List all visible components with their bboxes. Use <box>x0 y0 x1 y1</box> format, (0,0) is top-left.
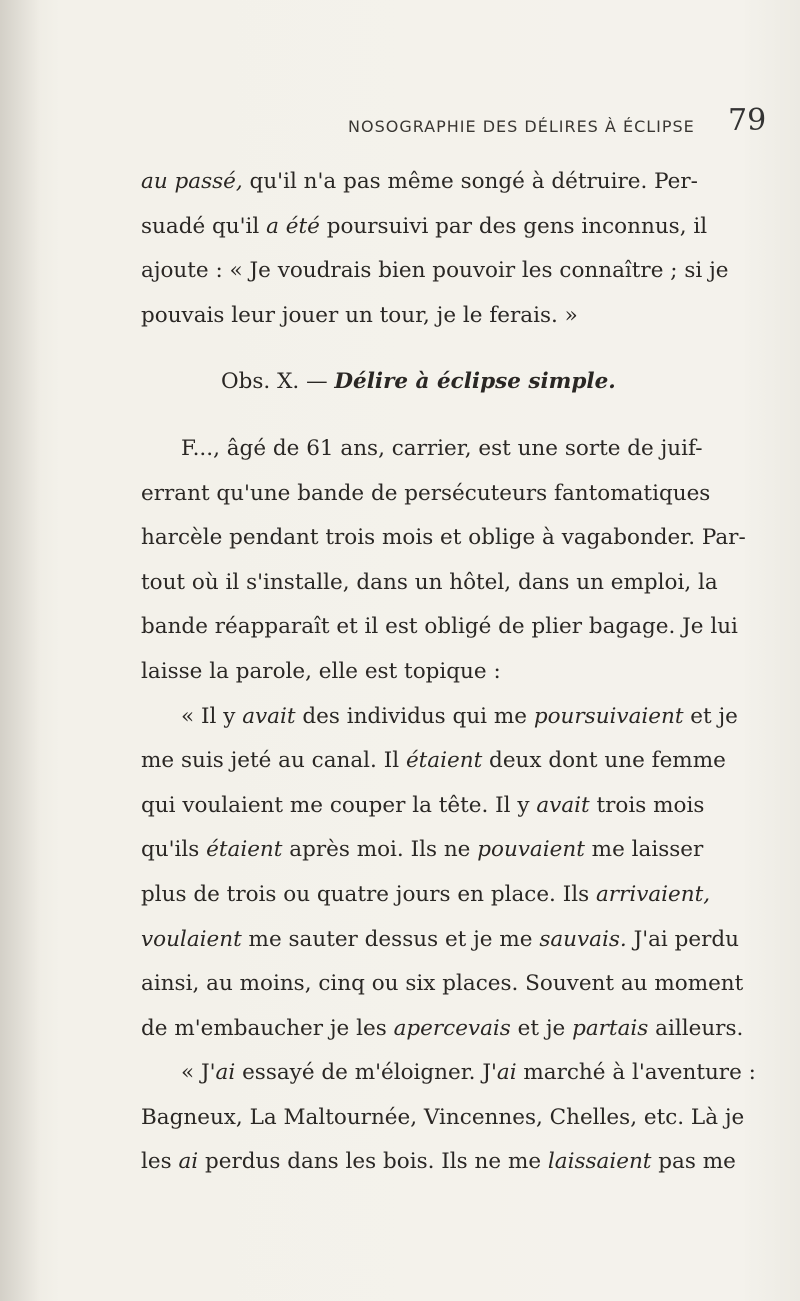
text-span: perdus dans les bois. Ils ne me <box>198 1149 548 1175</box>
text-span: « J' <box>181 1060 216 1086</box>
italic-phrase: sauvais. <box>539 926 627 952</box>
text-line: tout où il s'installe, dans un hôtel, dans un emploi, la <box>141 569 718 595</box>
text-span: après moi. Ils ne <box>282 837 478 863</box>
quote-line <box>141 1051 756 1096</box>
text-line <box>141 205 741 250</box>
text-span: qu'ils <box>141 837 207 863</box>
text-line: bande réapparaît et il est obligé de plier bagage. Je lui <box>141 614 738 640</box>
paragraph-gap <box>141 405 741 427</box>
text-span: et je <box>510 1015 573 1041</box>
text-span: des individus qui me <box>295 703 534 729</box>
text-span: essayé de m'éloigner. J' <box>235 1060 497 1086</box>
quote-line <box>141 739 741 784</box>
italic-phrase: avait <box>536 792 590 818</box>
running-head: NOSOGRAPHIE DES DÉLIRES À ÉCLIPSE <box>348 117 695 136</box>
text-span: qui voulaient me couper la tête. Il y <box>141 792 537 818</box>
text-span: les <box>141 1149 179 1175</box>
observation-label: Obs. X. — <box>221 369 335 395</box>
quote-line <box>141 918 741 963</box>
italic-phrase: poursuivaient <box>533 703 684 729</box>
text-line: errant qu'une bande de persécuteurs fantomatiques <box>141 480 711 506</box>
italic-phrase: partais <box>572 1015 649 1041</box>
observation-heading <box>141 360 741 405</box>
text-span: pas me <box>651 1149 736 1175</box>
text-span: deux dont une femme <box>482 748 726 774</box>
page-number: 79 <box>728 103 767 138</box>
text-line: harcèle pendant trois mois et oblige à vagabonder. Par- <box>141 525 746 551</box>
text-span: marché à l'aventure : <box>516 1060 756 1086</box>
quote-line <box>141 695 741 740</box>
text-line: ajoute : « Je voudrais bien pouvoir les connaître ; si je <box>141 258 729 284</box>
text-line: pouvais leur jouer un tour, je le ferais. » <box>141 302 578 328</box>
text-span: me sauter dessus et je me <box>241 926 540 952</box>
italic-phrase: pouvaient <box>477 837 585 863</box>
italic-phrase: ai <box>215 1060 236 1086</box>
italic-phrase: apercevais <box>393 1015 511 1041</box>
text-line <box>141 160 741 205</box>
observation-title: Délire à éclipse simple. <box>334 369 616 395</box>
italic-phrase: ai <box>496 1060 517 1086</box>
italic-phrase: au passé, <box>141 169 243 194</box>
quote-line <box>141 1007 744 1052</box>
italic-phrase: étaient <box>206 837 283 863</box>
italic-phrase: a été <box>266 213 320 239</box>
spine-shadow <box>0 0 40 1301</box>
text-line: laisse la parole, elle est topique : <box>141 658 501 684</box>
italic-phrase: étaient <box>405 748 483 774</box>
italic-phrase: voulaient <box>141 926 242 952</box>
quote-line <box>141 1140 741 1185</box>
quote-line <box>141 828 741 873</box>
text-span: plus de trois ou quatre jours en place. Ils <box>141 881 596 907</box>
quote-line <box>141 784 741 829</box>
italic-phrase: laissaient <box>547 1149 652 1175</box>
text-span: me laisser <box>584 837 704 863</box>
body-text <box>141 160 756 1185</box>
paragraph-gap <box>141 338 741 360</box>
text-span: de m'embaucher je les <box>141 1015 394 1041</box>
italic-phrase: arrivaient, <box>595 881 711 907</box>
quote-line: Bagneux, La Maltournée, Vincennes, Chelles, etc. Là je <box>141 1104 745 1130</box>
text-span: poursuivi par des gens inconnus, il <box>319 213 708 239</box>
italic-phrase: avait <box>242 703 296 729</box>
quote-line: ainsi, au moins, cinq ou six places. Souvent au moment <box>141 971 744 997</box>
text-span: suadé qu'il <box>141 213 267 239</box>
text-line: F..., âgé de 61 ans, carrier, est une sorte de juif- <box>181 435 703 461</box>
text-span: « Il y <box>181 703 243 729</box>
text-span: qu'il n'a pas même songé à détruire. Per- <box>242 169 698 194</box>
italic-phrase: ai <box>178 1149 199 1175</box>
text-span: ailleurs. <box>648 1015 744 1041</box>
text-span: J'ai perdu <box>626 926 740 952</box>
text-span: et je <box>683 703 738 729</box>
text-span: trois mois <box>589 792 705 818</box>
quote-line <box>141 873 741 918</box>
text-span: me suis jeté au canal. Il <box>141 748 406 774</box>
